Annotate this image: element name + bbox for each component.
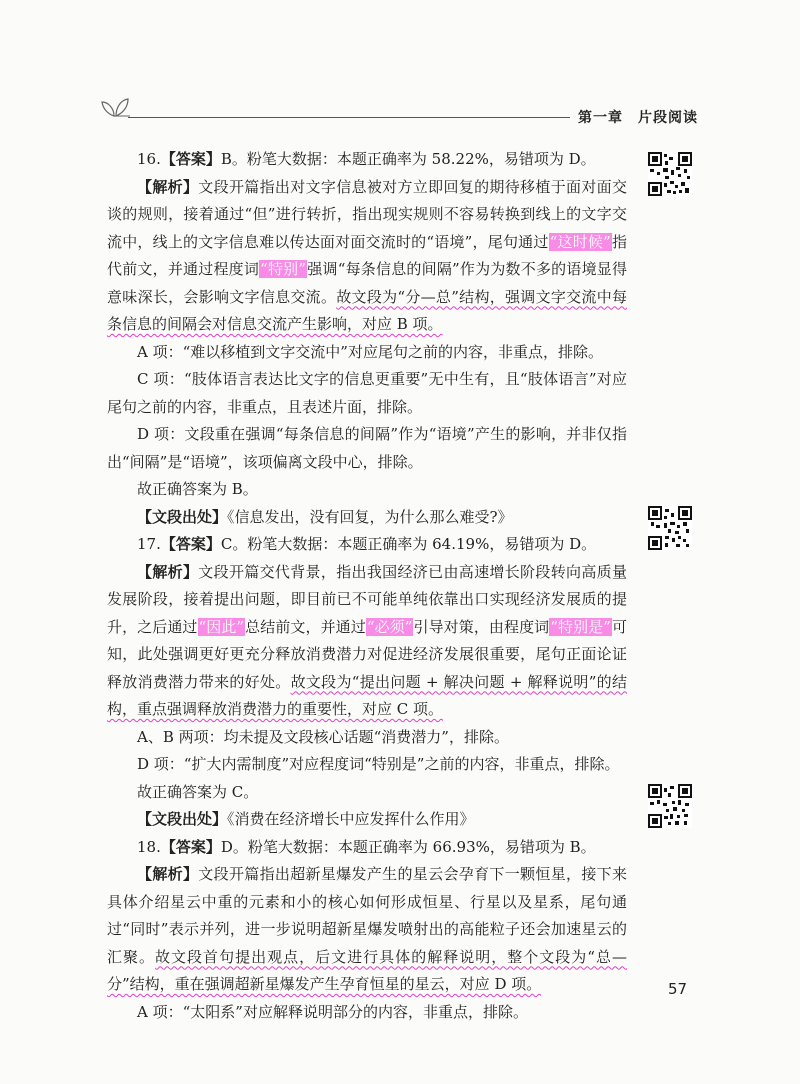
q17-option-ab: A、B 两项：均未提及文段核心话题“消费潜力”，排除。	[137, 727, 509, 746]
q16-source: 【文段出处】《信息发出，没有回复，为什么那么难受?》	[137, 507, 513, 526]
chapter-title: 第一章 片段阅读	[578, 110, 698, 126]
q16-final-answer: 故正确答案为 B。	[137, 480, 258, 498]
qr-code-icon[interactable]	[648, 784, 692, 828]
qr-code-icon[interactable]	[648, 152, 692, 196]
header-rule	[128, 117, 570, 118]
q17-answer: 17.【答案】C。粉笔大数据：本题正确率为 64.19%，易错项为 D。	[137, 535, 597, 553]
q18-option-a: A 项：“太阳系”对应解释说明部分的内容，非重点，排除。	[137, 1002, 528, 1021]
highlight: “特别”	[260, 260, 307, 278]
wavy-underline-conclusion: 故文段首句提出观点，后文进行具体的解释说明，整个文段为“总—分”结构，重在强调超新星爆发产生孕育恒星的星云，对应 D 项。	[107, 947, 627, 993]
q18-answer: 18.【答案】D。粉笔大数据：本题正确率为 66.93%，易错项为 B。	[137, 837, 596, 856]
wavy-underline-conclusion: 故文段为“分—总”结构，强调文字交流中每条信息的间隔会对信息交流产生影响，对应 B 项。	[107, 287, 627, 333]
highlight: “必须”	[366, 617, 413, 636]
q16-option-c: C 项：“肢体语言表达比文字的信息更重要”无中生有，且“肢体语言”对应尾句之前的内容，非重点，且表述片面，排除。	[107, 370, 627, 416]
q17-source: 【文段出处】《消费在经济增长中应发挥什么作用》	[137, 810, 475, 828]
q16-option-d: D 项：文段重在强调“每条信息的间隔”作为“语境”产生的影响，并非仅指出“间隔”是“语境”，该项偏离文段中心，排除。	[107, 425, 627, 471]
answer-explanations	[107, 146, 627, 1026]
q18-analysis: 【解析】文段开篇指出超新星爆发产生的星云会孕育下一颗恒星，接下来具体介绍星云中重的元素和小的核心如何形成恒星、行星以及星系，尾句通过“同时”表示并列，进一步说明超新星爆发喷射出的高能粒子还会加速星云的汇聚。故文段首句提出观点，后文进行具体的解释说明，整个文段为“总—分”结构，重在强调超新星爆发产生孕育恒星的星云，对应 D 项。	[107, 865, 627, 993]
q17-option-d: D 项：“扩大内需制度”对应程度词“特别是”之前的内容，非重点，排除。	[137, 755, 620, 773]
q17-analysis: 【解析】文段开篇交代背景，指出我国经济已由高速增长阶段转向高质量发展阶段，接着提出问题，即目前已不可能单纯依靠出口实现经济发展质的提升，之后通过“因此”总结前文，并通过“必须”引导对策，由程度词“特别是”可知，此处强调更好更充分释放消费潜力对促进经济发展很重要，尾句正面论证释放消费潜力带来的好处。故文段为“提出问题 + 解决问题 + 解释说明”的结构，重点强调释放消费潜力的重要性，对应 C 项。	[107, 562, 627, 718]
highlight: “这时候”	[549, 232, 611, 251]
highlight: “特别是”	[550, 617, 611, 636]
highlight: “因此”	[198, 617, 245, 636]
q16-answer: 16.【答案】B。粉笔大数据：本题正确率为 58.22%，易错项为 D。	[137, 150, 596, 168]
qr-code-icon[interactable]	[648, 506, 692, 550]
q17-final-answer: 故正确答案为 C。	[137, 782, 259, 801]
leaf-ornament-icon	[100, 96, 130, 118]
page-number: 57	[668, 980, 688, 998]
q16-option-a: A 项：“难以移植到文字交流中”对应尾句之前的内容，非重点，排除。	[137, 342, 603, 361]
wavy-underline-conclusion: 故文段为“提出问题 + 解决问题 + 解释说明”的结构，重点强调释放消费潜力的重要性，对应 C 项。	[107, 672, 627, 718]
q16-analysis: 【解析】文段开篇指出对文字信息被对方立即回复的期待移植于面对面交谈的规则，接着通过“但”进行转折，指出现实规则不容易转换到线上的文字交流中，线上的文字信息难以传达面对面交流时的“语境”，尾句通过“这时候”指代前文，并通过程度词“特别”强调“每条信息的间隔”作为为数不多的语境显得意味深长，会影响文字信息交流。故文段为“分—总”结构，强调文字交流中每条信息的间隔会对信息交流产生影响，对应 B 项。	[107, 177, 627, 333]
